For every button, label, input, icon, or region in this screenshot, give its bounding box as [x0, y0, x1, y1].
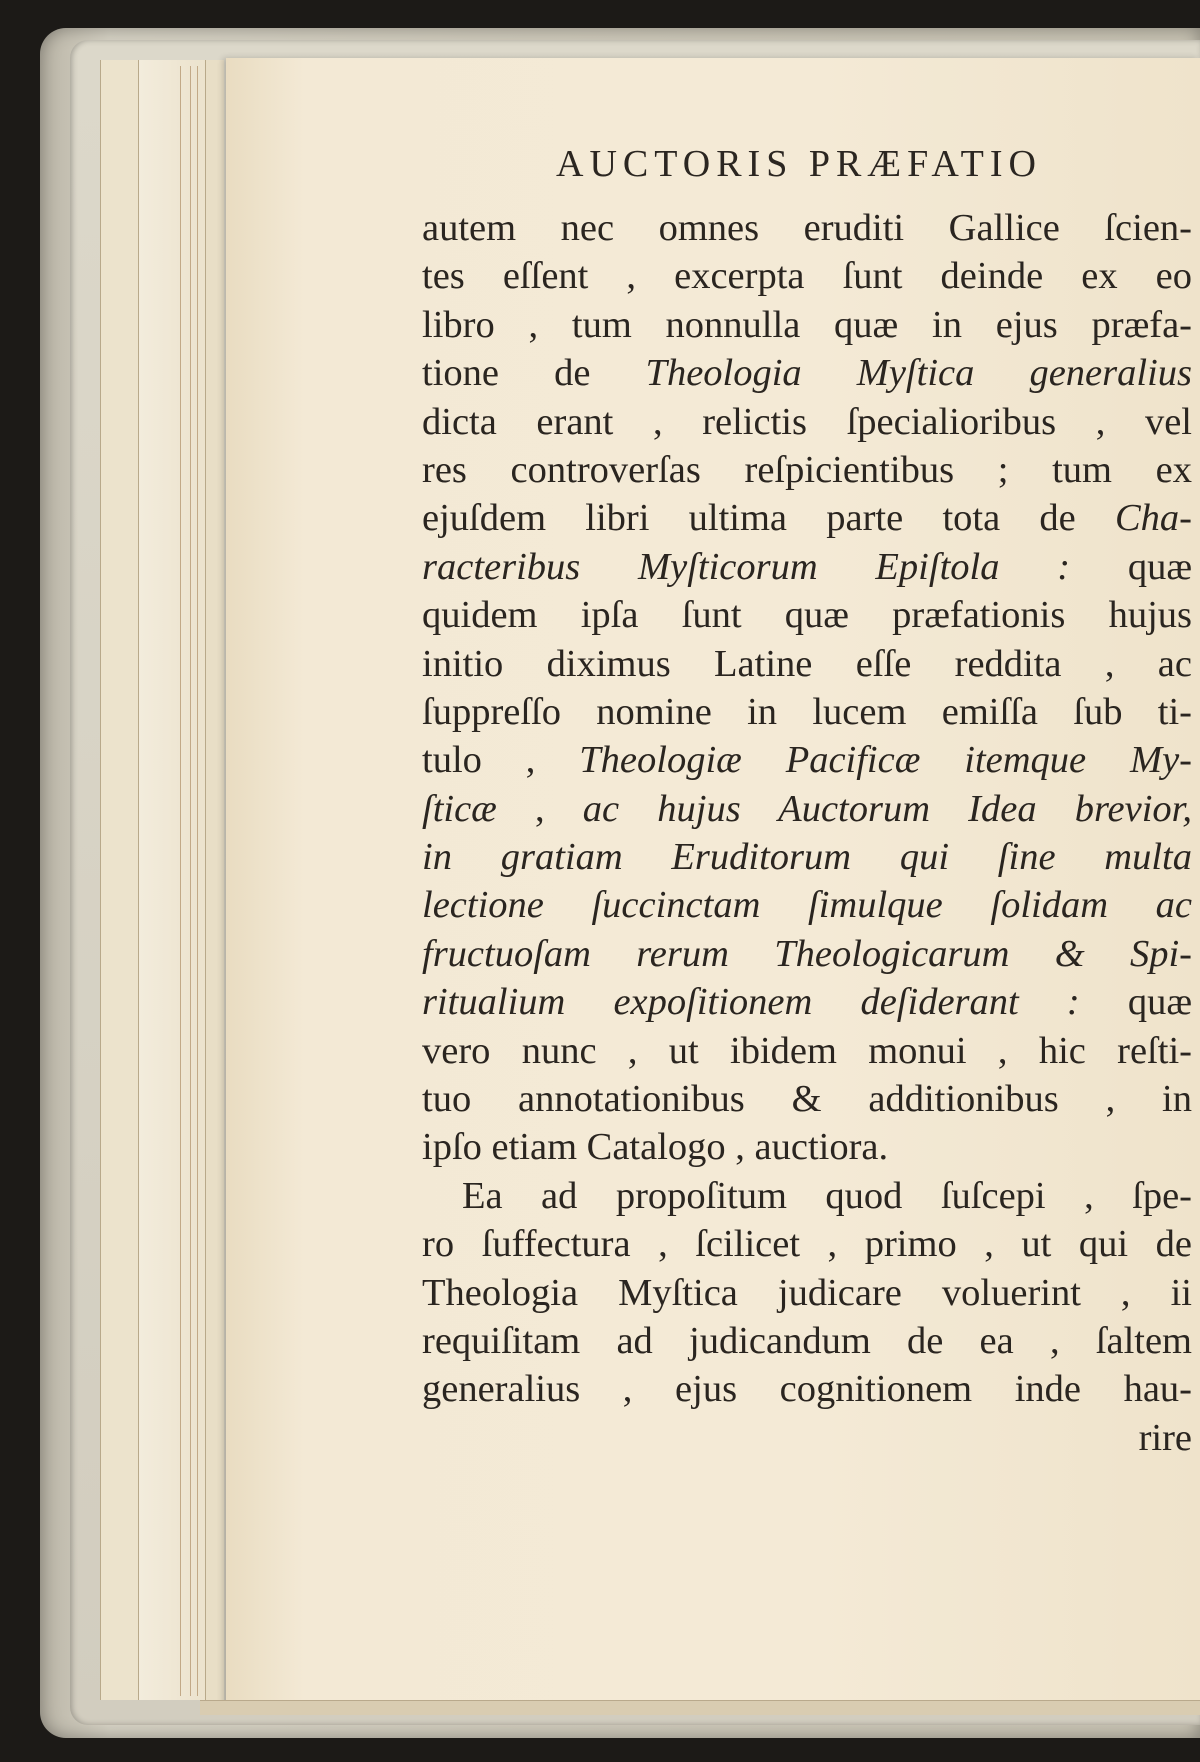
- text-line: [422, 1365, 1192, 1413]
- text-line: [422, 204, 1192, 252]
- text-line: [422, 736, 1192, 784]
- roman-text: tulo ,: [422, 739, 580, 782]
- italic-text: racteribus Myſticorum Epiſtola :: [422, 545, 1071, 588]
- roman-text: Ea ad propoſitum quod ſuſcepi , ſpe-: [462, 1174, 1192, 1217]
- text-line: [422, 591, 1192, 639]
- text-line: [422, 494, 1192, 542]
- text-line: [422, 881, 1192, 929]
- page-edge-line: [197, 66, 198, 1696]
- roman-text: libro , tum nonnulla quæ in ejus præfa-: [422, 303, 1192, 346]
- page-edge-line: [190, 66, 191, 1696]
- roman-text: quæ: [1079, 981, 1192, 1024]
- italic-text: ritualium expoſitionem deſiderant :: [422, 981, 1080, 1024]
- roman-text: initio diximus Latine eſſe reddita , ac: [422, 642, 1192, 685]
- text-line: [422, 301, 1192, 349]
- page-edge-line: [180, 66, 181, 1696]
- text-line: [422, 1027, 1192, 1075]
- roman-text: ,: [496, 787, 583, 830]
- text-line: [422, 1075, 1192, 1123]
- italic-text: lectione ſuccinctam ſimulque ſolidam ac: [422, 884, 1192, 927]
- body-text: [422, 204, 1192, 1462]
- roman-text: Theologia Myſtica judicare voluerint , ii: [422, 1271, 1192, 1314]
- roman-text: quæ: [1070, 545, 1193, 588]
- page-bottom-edge: [200, 1700, 1200, 1715]
- roman-text: requiſitam ad judicandum de ea , ſaltem: [422, 1319, 1192, 1362]
- roman-text: generalius , ejus cognitionem inde hau-: [422, 1368, 1192, 1411]
- page-edges-outer: [100, 60, 141, 1700]
- text-line: [422, 398, 1192, 446]
- roman-text: rire: [1138, 1416, 1192, 1459]
- text-line: [422, 785, 1192, 833]
- text-line: [422, 1220, 1192, 1268]
- roman-text: res controverſas reſpicientibus ; tum ex: [422, 448, 1192, 491]
- roman-text: tione de: [422, 352, 646, 395]
- roman-text: quidem ipſa ſunt quæ præfationis hujus: [422, 594, 1192, 637]
- italic-text: Theologiæ Pacificæ itemque My-: [579, 739, 1192, 782]
- text-line: [422, 833, 1192, 881]
- text-line: [422, 543, 1192, 591]
- text-line: [422, 688, 1192, 736]
- text-line: [422, 1269, 1192, 1317]
- roman-text: tuo annotationibus & additionibus , in: [422, 1078, 1192, 1121]
- roman-text: ro ſuffectura , ſcilicet , primo , ut qui de: [422, 1223, 1192, 1266]
- italic-text: fructuoſam rerum Theologicarum & Spi-: [422, 932, 1192, 975]
- text-line: [422, 349, 1192, 397]
- italic-text: Cha-: [1115, 497, 1192, 540]
- text-line: [422, 1123, 1192, 1171]
- page-edges-inner: [205, 60, 224, 1700]
- italic-text: Theologia Myſtica generalius: [645, 352, 1192, 395]
- text-line: [422, 1317, 1192, 1365]
- roman-text: autem nec omnes eruditi Gallice ſcien-: [422, 207, 1192, 249]
- text-line: [422, 978, 1192, 1026]
- text-line: [422, 1414, 1192, 1462]
- roman-text: vero nunc , ut ibidem monui , hic reſti-: [422, 1029, 1192, 1072]
- italic-text: ſticæ: [422, 787, 497, 830]
- italic-text: in gratiam Eruditorum qui ſine multa: [422, 836, 1192, 879]
- page-edges-middle: [138, 60, 209, 1700]
- roman-text: tes eſſent , excerpta ſunt deinde ex eo: [422, 255, 1192, 298]
- text-line: [422, 252, 1192, 300]
- roman-text: dicta erant , relictis ſpecialioribus , vel: [422, 400, 1192, 443]
- text-line: [422, 640, 1192, 688]
- running-head: AUCTORIS PRÆFATIO: [556, 143, 1042, 185]
- roman-text: ſuppreſſo nomine in lucem emiſſa ſub ti-: [422, 690, 1192, 733]
- text-line: [422, 1172, 1192, 1220]
- roman-text: ejuſdem libri ultima parte tota de: [422, 497, 1115, 540]
- italic-text: ac hujus Auctorum Idea brevior,: [582, 787, 1192, 830]
- roman-text: ipſo etiam Catalogo , auctiora.: [422, 1126, 889, 1169]
- text-line: [422, 446, 1192, 494]
- text-line: [422, 930, 1192, 978]
